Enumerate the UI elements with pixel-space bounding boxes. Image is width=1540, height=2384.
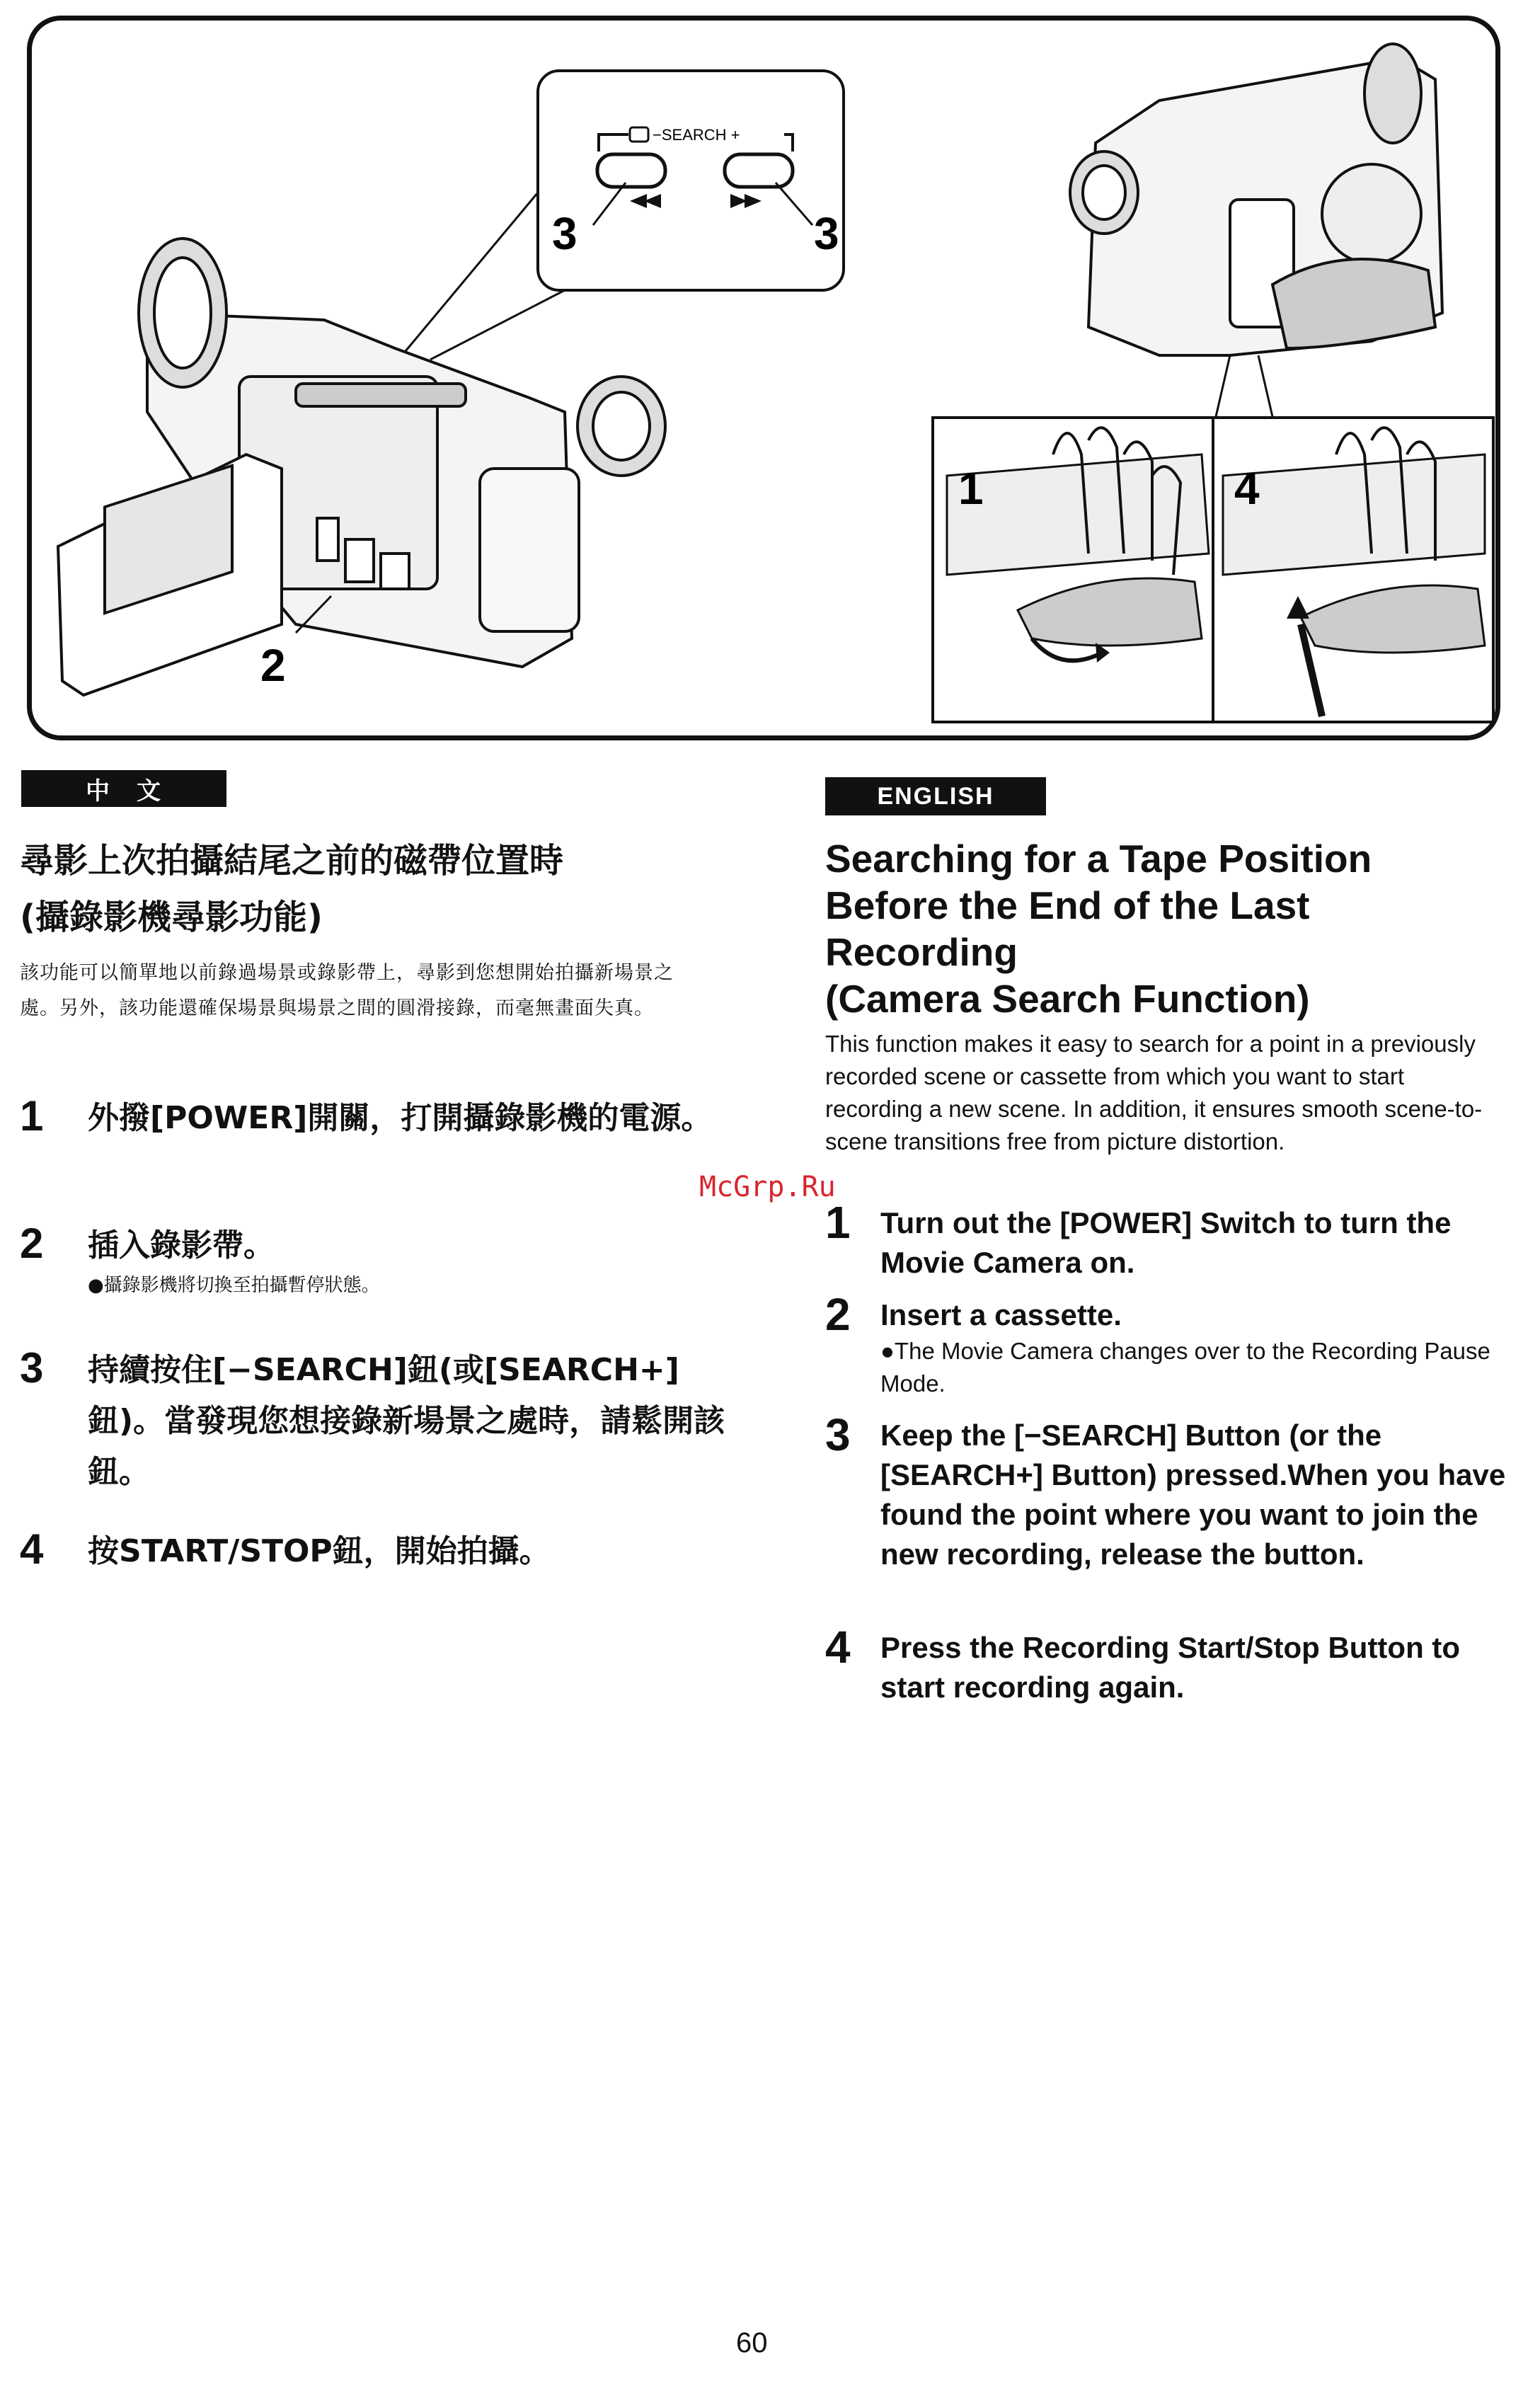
camcorder-illustration <box>27 16 1500 740</box>
step-text: 外撥[POWER]開關，打開攝錄影機的電源。 <box>88 1100 713 1136</box>
callout-2: 2 <box>260 640 286 691</box>
english-intro: This function makes it easy to search for a point in a previously recorded scene or cassette from which you want to start recording a new scene. In addition, it ensures smooth scene-to-scene transitions free from picture distortion. <box>825 1031 1483 1154</box>
step-number: 3 <box>20 1344 44 1392</box>
english-step-4 <box>825 1622 1512 1707</box>
step-1-inset <box>933 418 1213 722</box>
camcorder-main-drawing <box>58 239 665 695</box>
step-number: 2 <box>825 1289 851 1340</box>
step-number: 1 <box>20 1092 44 1140</box>
english-step-3 <box>825 1409 1512 1574</box>
search-plus-button <box>725 154 793 187</box>
chinese-step-3 <box>20 1345 728 1498</box>
step-note: ●The Movie Camera changes over to the Recording Pause Mode. <box>880 1338 1490 1397</box>
callout-3-right: 3 <box>814 208 839 259</box>
step-number: 1 <box>825 1197 851 1248</box>
step-text: Keep the [−SEARCH] Button (or the [SEARCH+] Button) pressed.When you have found the point where you want to join the new recording, release the button. <box>880 1419 1506 1571</box>
chinese-step-1 <box>20 1093 728 1144</box>
step-text: 插入錄影帶。 <box>88 1227 275 1263</box>
search-label-text: −SEARCH + <box>653 126 740 144</box>
step-text: Insert a cassette. <box>880 1298 1122 1331</box>
page-number: 60 <box>736 2327 768 2359</box>
step-text: Press the Recording Start/Stop Button to start recording again. <box>880 1631 1461 1704</box>
step-text: 按START/STOP鈕，開始拍攝。 <box>88 1533 551 1569</box>
step-number: 4 <box>825 1622 851 1673</box>
chinese-intro: 該功能可以簡單地以前錄過場景或錄影帶上，尋影到您想開始拍攝新場景之處。另外，該功能還確保場景與場景之間的圓滑接錄，而毫無畫面失真。 <box>20 962 674 1019</box>
step-note: ●攝錄影機將切換至拍攝暫停狀態。 <box>88 1275 380 1296</box>
step-number: 3 <box>825 1409 851 1460</box>
watermark: McGrp.Ru <box>699 1171 836 1203</box>
step-text: 持續按住[−SEARCH]鈕(或[SEARCH+]鈕)。當發現您想接錄新場景之處時，請鬆開該鈕。 <box>88 1352 725 1490</box>
callout-4: 4 <box>1234 463 1260 514</box>
step-text: Turn out the [POWER] Switch to turn the Movie Camera on. <box>880 1206 1452 1279</box>
callout-3-left: 3 <box>552 208 578 259</box>
english-section-tag: ENGLISH <box>825 777 1046 815</box>
english-step-1 <box>825 1197 1512 1283</box>
step-number: 2 <box>20 1220 44 1267</box>
camcorder-back-drawing <box>1070 44 1442 355</box>
chinese-title: 尋影上次拍攝結尾之前的磁帶位置時 (攝錄影機尋影功能) <box>20 841 564 937</box>
search-minus-button <box>597 154 665 187</box>
english-title: Searching for a Tape Position Before the End of the Last Recording (Camera Search Function) <box>825 837 1372 1021</box>
callout-1: 1 <box>958 463 984 514</box>
english-step-2 <box>825 1289 1512 1400</box>
step-number: 4 <box>20 1525 44 1573</box>
search-buttons-inset <box>538 71 844 290</box>
chinese-section-tag: 中 文 <box>21 770 226 807</box>
chinese-step-4 <box>20 1526 728 1577</box>
chinese-step-2 <box>20 1220 728 1300</box>
step-4-inset <box>1213 418 1493 722</box>
